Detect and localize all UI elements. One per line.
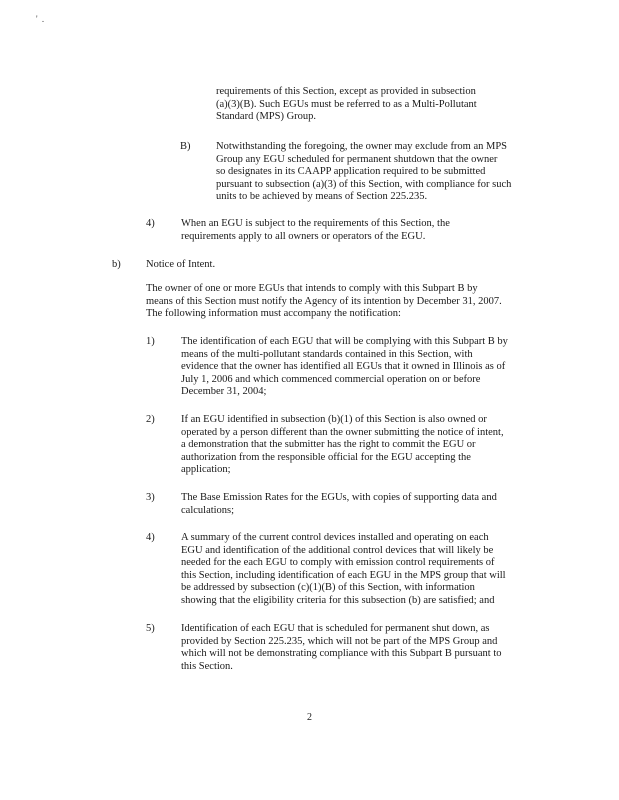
item-label-b5: 5) xyxy=(146,623,155,634)
item-label-b3: 3) xyxy=(146,492,155,503)
item-text-b3: The Base Emission Rates for the EGUs, with copies of supporting data and calculations; xyxy=(181,492,497,516)
continuation-paragraph: requirements of this Section, except as provided in subsection (a)(3)(B). Such EGUs must be referred to as a Multi-Pollutant Standard (MPS) Group. xyxy=(216,86,477,123)
item-text-b2: If an EGU identified in subsection (b)(1) of this Section is also owned or operated by a person different than the owner submitting the notice of intent, a demonstration that the submitter has the right to commit the EGU or authorization from the responsible official for the EGU accepting the application; xyxy=(181,414,504,476)
item-label-b4: 4) xyxy=(146,532,155,543)
item-label-a4: 4) xyxy=(146,218,155,229)
item-text-b1: The identification of each EGU that will be complying with this Subpart B by means of the multi-pollutant standards contained in this Section, with evidence that the owner has identified all EGUs that it owned in Illinois as of July 1, 2006 and which commenced commercial operation on or before December 31, 2004; xyxy=(181,336,508,398)
item-text-a4: When an EGU is subject to the requirements of this Section, the requirements apply to all owners or operators of the EGU. xyxy=(181,218,450,242)
section-heading-notice-of-intent: Notice of Intent. xyxy=(146,259,216,270)
page-number: 2 xyxy=(307,712,312,723)
section-label-b: b) xyxy=(112,259,121,270)
item-text-b5: Identification of each EGU that is scheduled for permanent shut down, as provided by Section 225.235, which will not be part of the MPS Group and which will not be demonstrating compliance with this Subpart B pursuant to this Section. xyxy=(181,623,502,672)
item-text-B: Notwithstanding the foregoing, the owner may exclude from an MPS Group any EGU scheduled for permanent shutdown that the owner so designates in its CAAPP application required to be submitted pursuant to subsection (a)(3) of this Section, with compliance for such units to be achieved by means of Section 225.235. xyxy=(216,141,512,203)
scan-mark: ' . xyxy=(36,14,46,24)
item-label-b1: 1) xyxy=(146,336,155,347)
item-label-b2: 2) xyxy=(146,414,155,425)
item-text-b4: A summary of the current control devices installed and operating on each EGU and identification of the additional control devices that will likely be needed for the each EGU to comply with emission control requirements of this Section, including identification of each EGU in the MPS group that will be addressed by subsection (c)(1)(B) of this Section, with information showing that the eligibility criteria for this subsection (b) are satisfied; and xyxy=(181,532,506,606)
item-label-B: B) xyxy=(180,141,191,152)
notice-intro-paragraph: The owner of one or more EGUs that intends to comply with this Subpart B by means of this Section must notify the Agency of its intention by December 31, 2007. The following information must accompany the notification: xyxy=(146,283,502,320)
